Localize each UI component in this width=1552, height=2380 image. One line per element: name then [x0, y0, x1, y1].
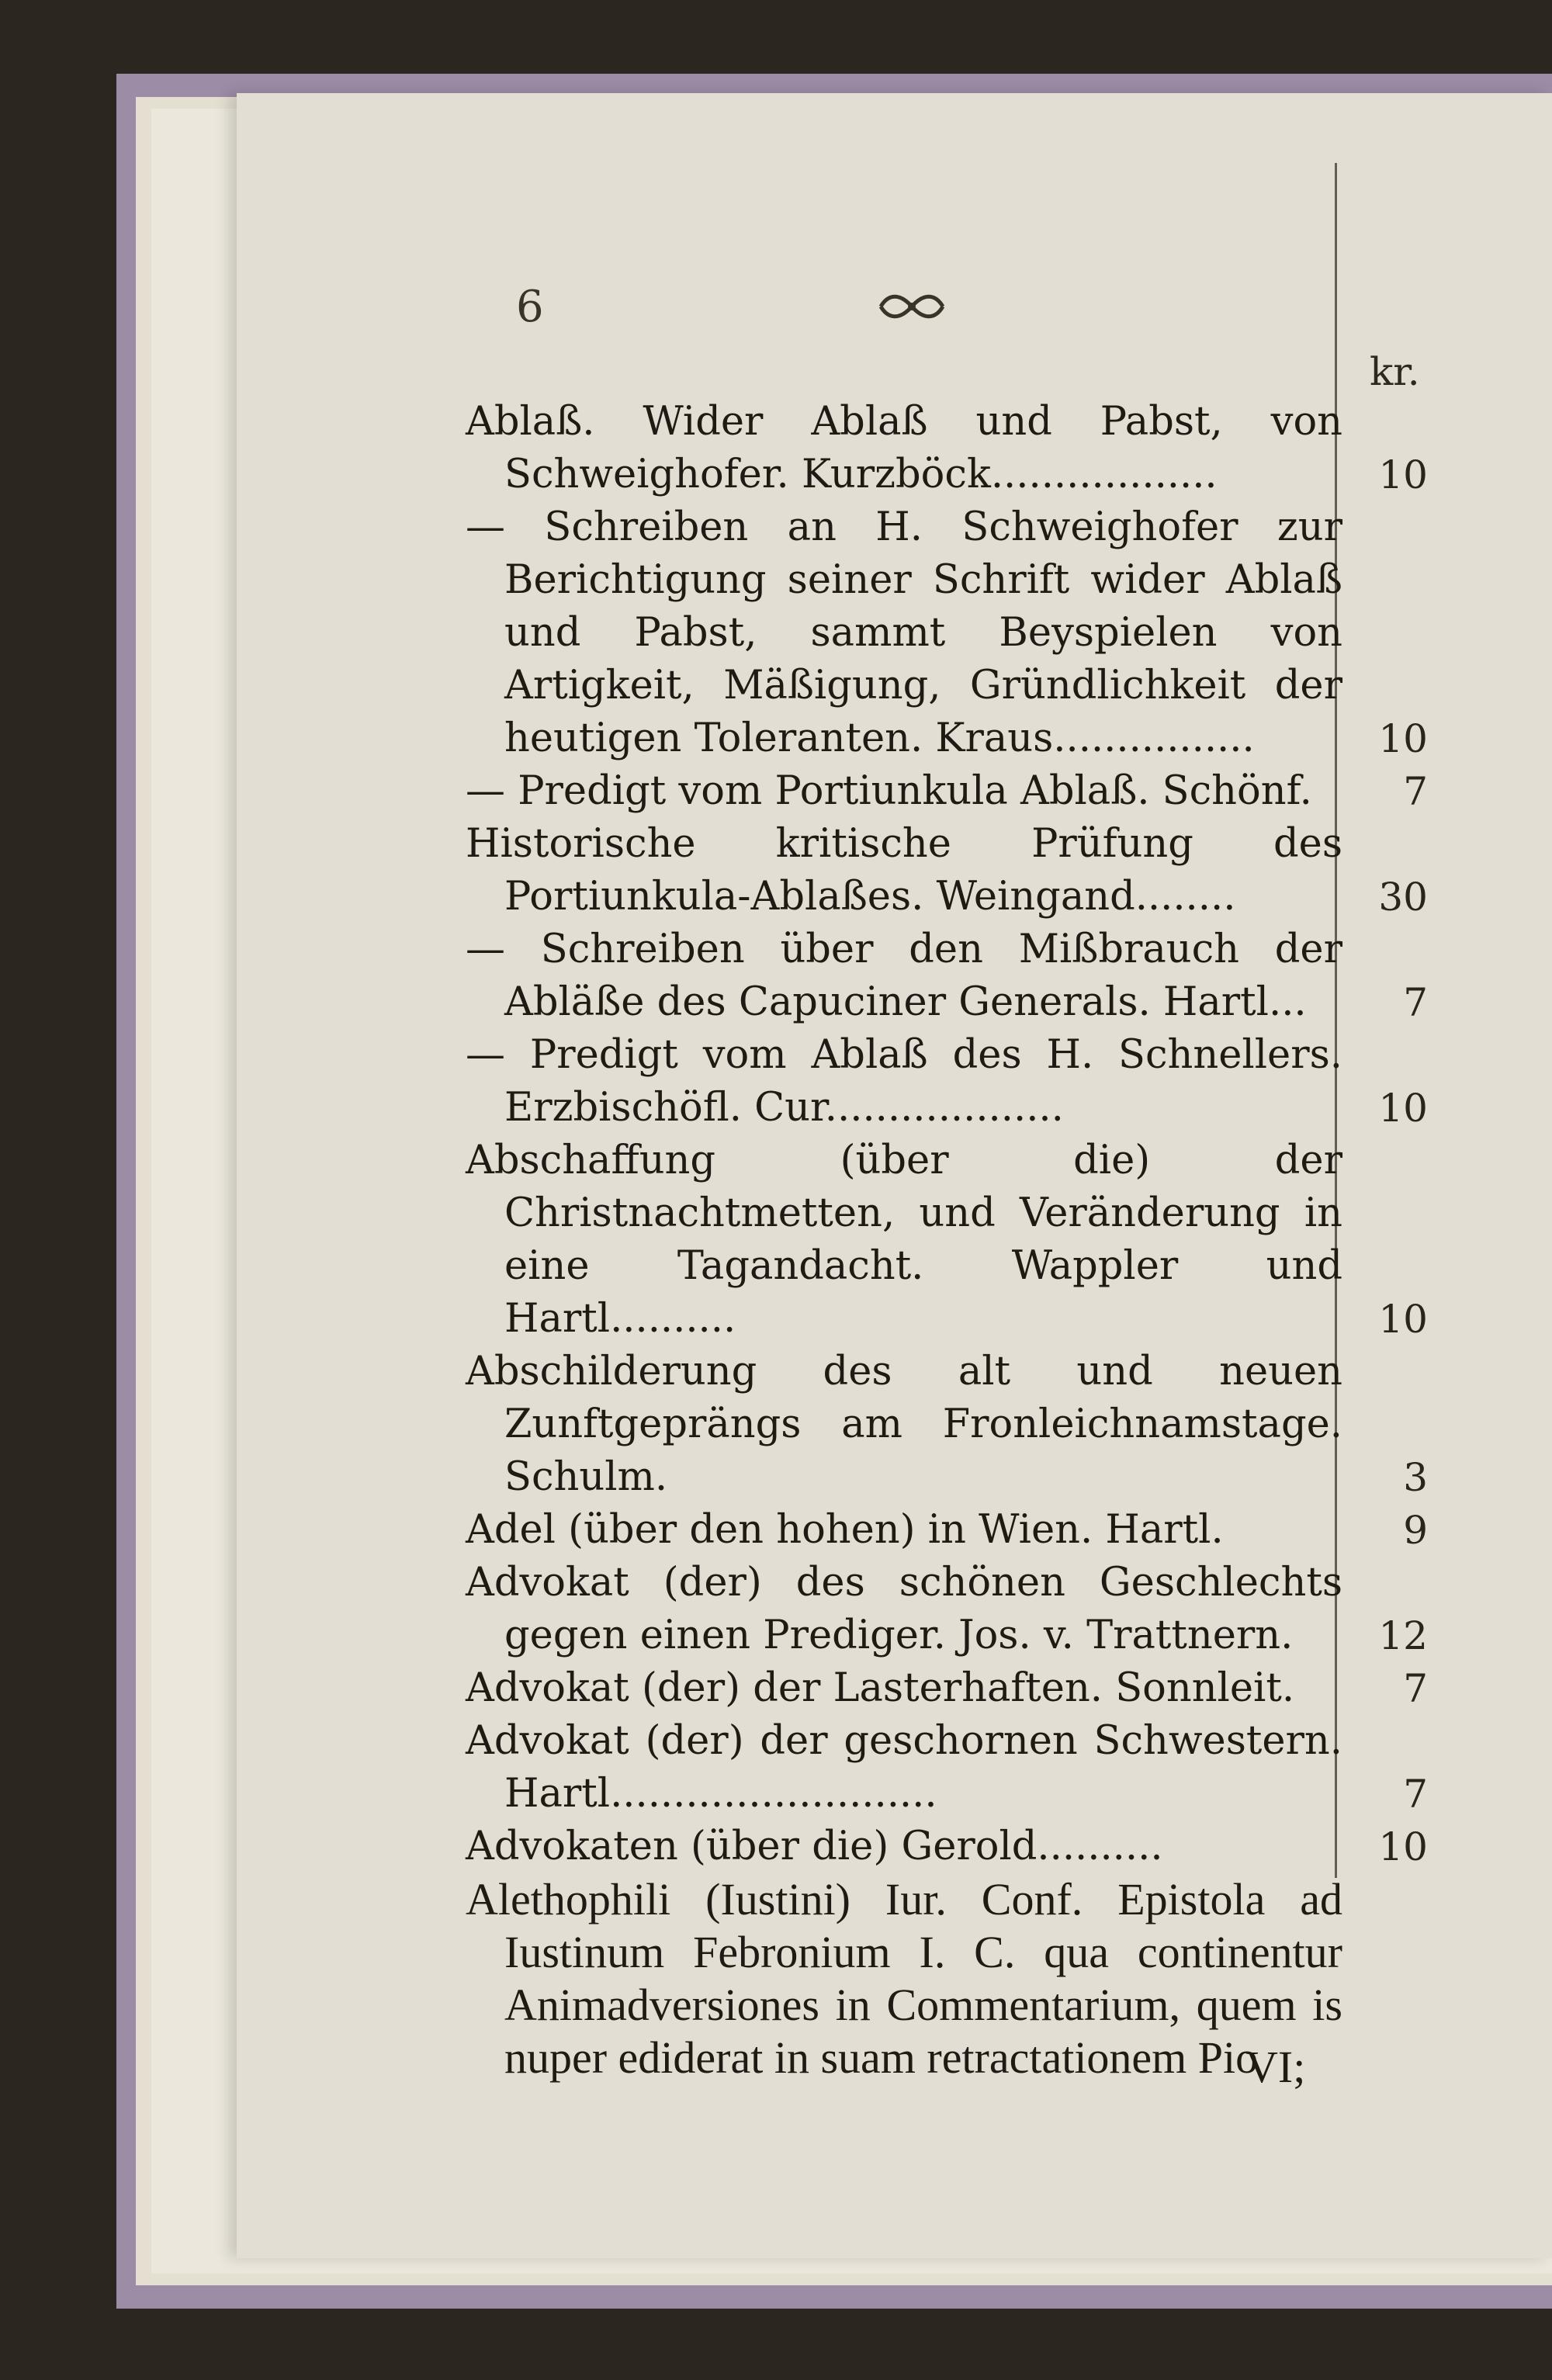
entry-text: — Predigt vom Ablaß des H. Schnellers. Erzbischöfl. Cur................... — [466, 1032, 1342, 1131]
entry-text: Abschilderung des alt und neuen Zunftgeprängs am Fronleichnamstage. Schulm. — [466, 1349, 1342, 1500]
page-number: 6 — [516, 282, 544, 332]
catalog-entry — [466, 1821, 1428, 1873]
entry-text: Advokaten (über die) Gerold.......... — [466, 1824, 1163, 1869]
entry-price: 10 — [1378, 1297, 1428, 1342]
entry-text: — Predigt vom Portiunkula Ablaß. Schönf. — [466, 768, 1312, 814]
entry-text: Ablaß. Wider Ablaß und Pabst, von Schweighofer. Kurzböck.................. — [466, 399, 1342, 497]
entry-price: 9 — [1403, 1508, 1428, 1553]
entry-price: 7 — [1403, 769, 1428, 814]
entry-text: Advokat (der) der geschornen Schwestern. Hartl.......................... — [466, 1718, 1342, 1817]
catalog-entry — [466, 1715, 1428, 1821]
entry-price: 30 — [1378, 875, 1428, 920]
catalog-entry-latin — [466, 1873, 1342, 2084]
currency-unit: kr. — [1370, 349, 1420, 394]
entry-text: Alethophili (Iustini) Iur. Conf. Epistola ad Iustinum Febronium I. C. qua continentur Animadversiones in Commentarium, quem is nuper ediderat in suam retractationem Pio — [466, 1874, 1342, 2083]
entry-text: Historische kritische Prüfung des Portiunkula-Ablaßes. Weingand........ — [466, 821, 1342, 920]
entry-price: 10 — [1378, 452, 1428, 497]
catalog-entry — [466, 1135, 1428, 1346]
entry-price: 7 — [1403, 1772, 1428, 1817]
entry-text: Adel (über den hohen) in Wien. Hartl. — [466, 1507, 1224, 1553]
catalog-entry — [466, 1029, 1428, 1135]
catchword: VI; — [1245, 2042, 1306, 2092]
catalog-entry — [466, 1504, 1428, 1557]
catalog-entry — [466, 923, 1428, 1029]
entry-price: 10 — [1378, 1086, 1428, 1131]
catalog-entry — [466, 1557, 1428, 1662]
catalog-entry — [466, 1346, 1428, 1504]
catalog-entry — [466, 818, 1428, 923]
entry-price: 12 — [1378, 1613, 1428, 1658]
catalog-entry — [466, 396, 1428, 501]
page-header — [0, 190, 1552, 394]
entry-price: 10 — [1378, 716, 1428, 761]
ornament-icon — [877, 289, 947, 324]
entry-price: 3 — [1403, 1455, 1428, 1500]
entry-text: Abschaffung (über die) der Christnachtmetten, und Veränderung in eine Tagandacht. Wappler und Hartl.......... — [466, 1138, 1342, 1342]
entry-text: — Schreiben an H. Schweighofer zur Berichtigung seiner Schrift wider Ablaß und Pabst, sammt Beyspielen von Artigkeit, Mäßigung, Gründlichkeit der heutigen Toleranten. Kraus................ — [466, 504, 1342, 761]
entry-text: Advokat (der) des schönen Geschlechts gegen einen Prediger. Jos. v. Trattnern. — [466, 1560, 1342, 1658]
catalog-entry — [466, 1662, 1428, 1715]
entry-price: 7 — [1403, 1666, 1428, 1711]
catalog-entry — [466, 765, 1428, 818]
catalog-entries — [0, 396, 1552, 2084]
entry-text: — Schreiben über den Mißbrauch der Abläße des Capuciner Generals. Hartl... — [466, 927, 1342, 1025]
catalog-entry — [466, 501, 1428, 765]
entry-text: Advokat (der) der Lasterhaften. Sonnleit. — [466, 1665, 1295, 1711]
entry-price: 7 — [1403, 980, 1428, 1025]
entry-price: 10 — [1378, 1824, 1428, 1869]
